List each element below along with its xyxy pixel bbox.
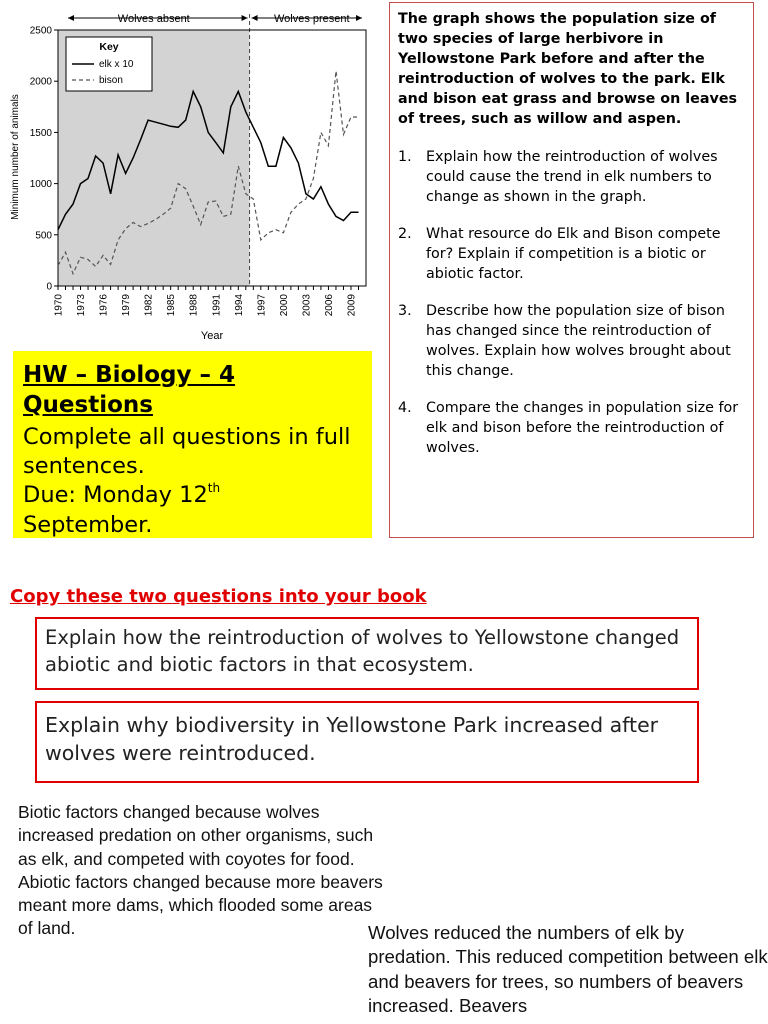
due-date-prefix: Due: Monday 12 xyxy=(23,482,208,509)
y-axis-label: Minimum number of animals xyxy=(10,94,21,220)
question-item xyxy=(398,147,745,207)
question-number: 2. xyxy=(398,226,412,243)
book-question-text: Explain how the reintroduction of wolves to Yellowstone changed abiotic and biotic factors in that ecosystem. xyxy=(45,626,680,676)
question-item xyxy=(398,301,745,381)
population-chart xyxy=(0,0,380,345)
region-arrowhead xyxy=(252,15,258,21)
book-question-box-2 xyxy=(35,701,699,783)
question-item xyxy=(398,398,745,458)
legend-title: Key xyxy=(99,41,119,53)
legend-elk-label: elk x 10 xyxy=(99,59,134,70)
question-text: Compare the changes in population size for elk and bison before the reintroduction of wolves. xyxy=(426,400,739,457)
graph-description: The graph shows the population size of two species of large herbivore in Yellowstone Park before and after the reintroduction of wolves to the park. Elk and bison eat grass and browse on leaves of trees, such as willow and aspen. xyxy=(398,11,738,128)
question-item xyxy=(398,224,745,284)
question-text: Describe how the population size of bison has changed since the reintroduction of wolves. Explain how wolves brought about this change. xyxy=(426,303,731,380)
book-question-text: Explain why biodiversity in Yellowstone Park increased after wolves were reintroduced. xyxy=(45,713,659,766)
y-tick-label: 1000 xyxy=(29,179,52,191)
x-axis-label: Year xyxy=(200,330,224,342)
chart-legend xyxy=(66,37,152,91)
legend-bison-label: bison xyxy=(99,75,123,86)
book-question-box-1 xyxy=(35,617,699,690)
region-arrowhead xyxy=(242,15,248,21)
homework-title: HW – Biology – 4 Questions xyxy=(23,362,236,418)
question-number: 3. xyxy=(398,303,412,320)
y-tick-label: 0 xyxy=(46,281,52,293)
copy-questions-heading: Copy these two questions into your book xyxy=(10,586,427,607)
x-tick-label: 1970 xyxy=(53,294,65,317)
x-tick-label: 1982 xyxy=(143,294,155,317)
question-number: 4. xyxy=(398,400,412,417)
due-date-month: September. xyxy=(23,511,153,538)
wolves-present-label: Wolves present xyxy=(273,13,350,25)
x-tick-label: 2000 xyxy=(278,294,290,317)
question-number: 1. xyxy=(398,149,412,166)
homework-box xyxy=(13,351,372,538)
y-tick-label: 500 xyxy=(35,230,52,242)
x-tick-label: 1991 xyxy=(211,294,223,317)
answer-abiotic-biotic: Biotic factors changed because wolves increased predation on other organisms, such as elk, and competed with coyotes for food. Abiotic factors changed because more beavers meant more dams, which flooded some areas of land. xyxy=(18,802,383,939)
x-tick-label: 1976 xyxy=(98,294,110,317)
x-tick-label: 1973 xyxy=(76,294,88,317)
wolves-absent-label: Wolves absent xyxy=(117,13,190,25)
homework-due-date xyxy=(23,481,362,540)
y-tick-label: 2500 xyxy=(29,25,52,37)
x-tick-label: 1997 xyxy=(256,294,268,317)
x-tick-label: 1979 xyxy=(121,294,133,317)
question-text: Explain how the reintroduction of wolves could cause the trend in elk numbers to change as shown in the graph. xyxy=(426,149,718,206)
region-arrowhead xyxy=(68,15,74,21)
homework-instruction: Complete all questions in full sentences. xyxy=(23,423,351,480)
x-tick-label: 2009 xyxy=(346,294,358,317)
x-tick-label: 1988 xyxy=(188,294,200,317)
due-date-ordinal: th xyxy=(207,481,221,496)
x-tick-label: 2006 xyxy=(323,294,335,317)
graph-questions-box xyxy=(389,2,754,538)
y-tick-label: 1500 xyxy=(29,127,52,139)
answer-biodiversity: Wolves reduced the numbers of elk by predation. This reduced competition between elk and beavers for trees, so numbers of beavers increased. Beavers xyxy=(368,922,768,1017)
region-arrowhead xyxy=(356,15,362,21)
x-tick-label: 2003 xyxy=(301,294,313,317)
question-text: What resource do Elk and Bison compete for? Explain if competition is a biotic or abiotic factor. xyxy=(426,226,721,283)
y-tick-label: 2000 xyxy=(29,76,52,88)
question-list xyxy=(398,147,745,458)
x-tick-label: 1994 xyxy=(233,294,245,317)
x-tick-label: 1985 xyxy=(166,294,178,317)
